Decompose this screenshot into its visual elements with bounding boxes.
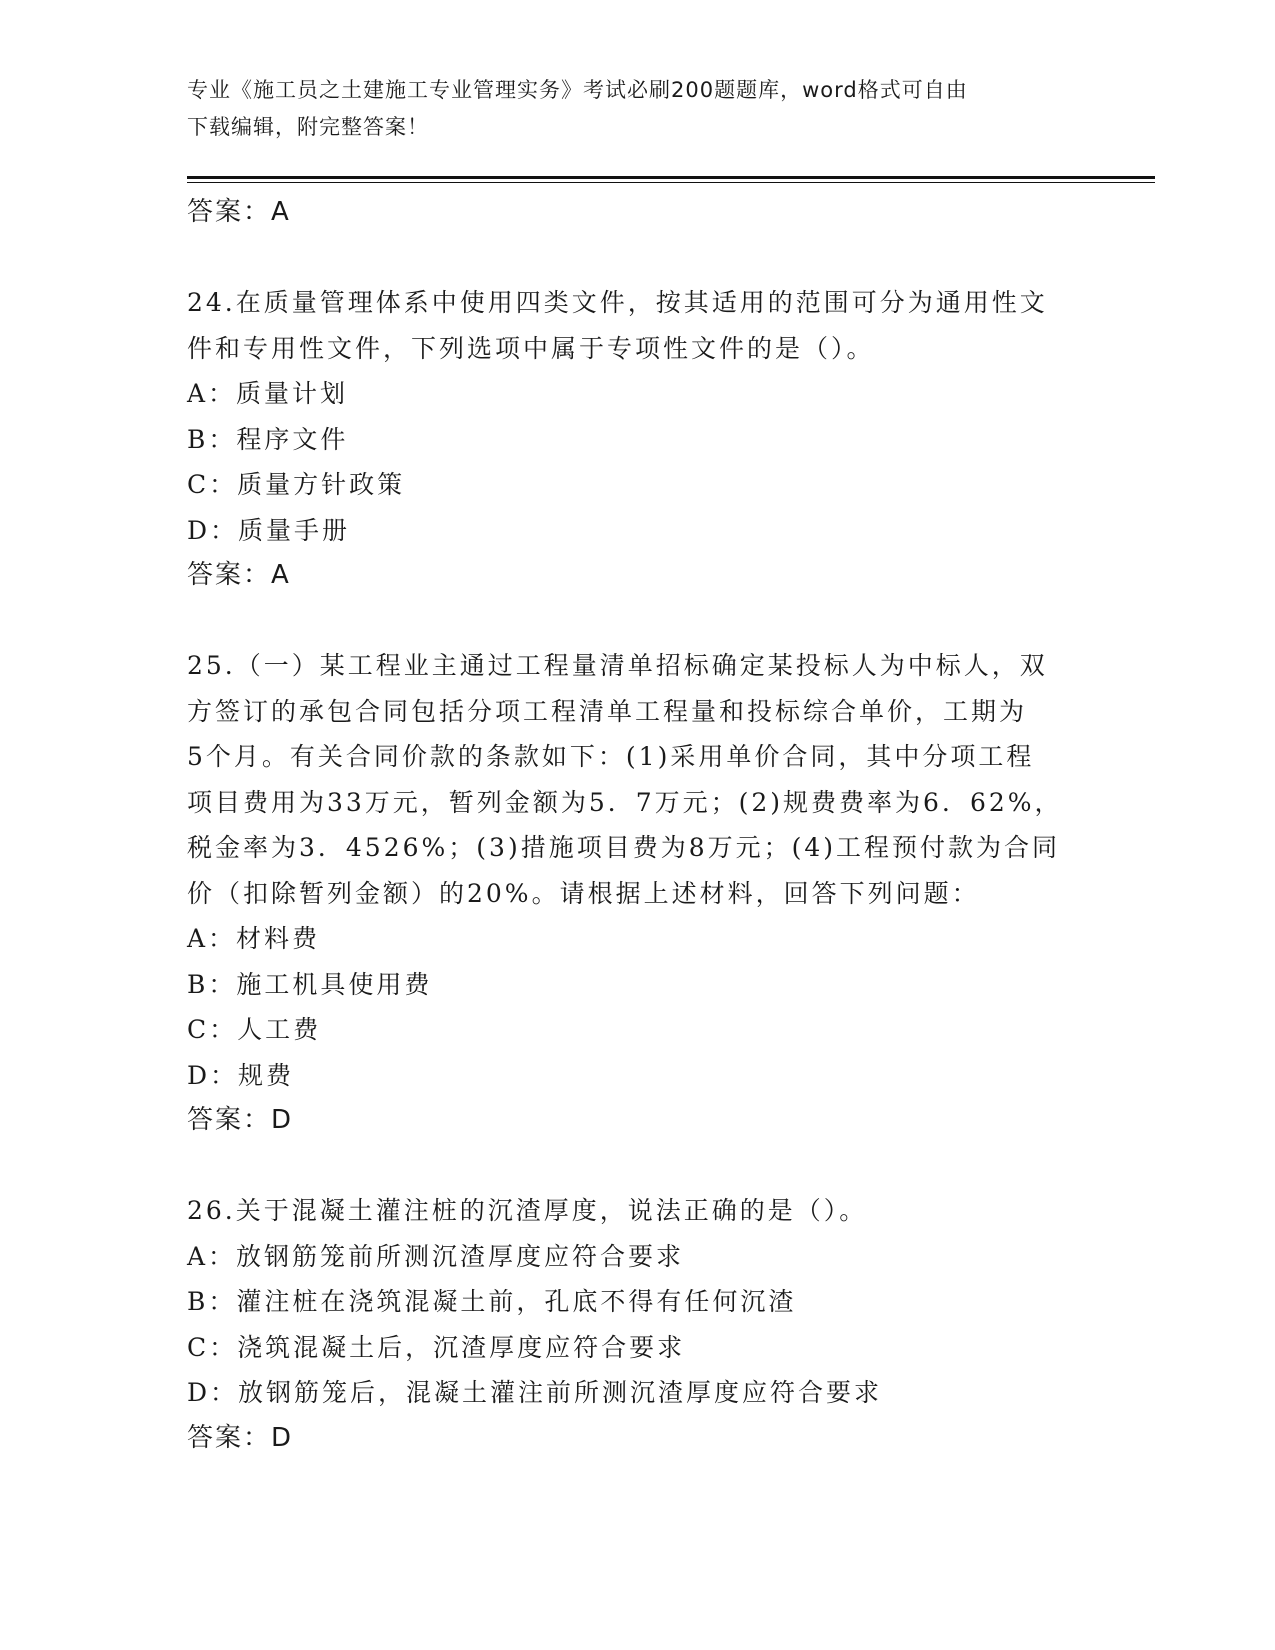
question-25-text-line-2: 方签订的承包合同包括分项工程清单工程量和投标综合单价，工期为 xyxy=(187,696,1028,726)
question-24-option-c: C：质量方针政策 xyxy=(187,470,406,499)
question-25-text-line-3: 5个月。有关合同价款的条款如下：(1)采用单价合同，其中分项工程 xyxy=(187,742,1035,771)
question-26-option-d: D：放钢筋笼后，混凝土灌注前所测沉渣厚度应符合要求 xyxy=(187,1378,883,1407)
question-26-text-line-1: 26.关于混凝土灌注桩的沉渣厚度，说法正确的是（）。 xyxy=(187,1196,868,1225)
spacer xyxy=(187,598,1087,643)
question-25 xyxy=(187,643,1087,1143)
question-26-answer: 答案：D xyxy=(187,1422,294,1453)
question-25-text-line-5: 税金率为3．4526%；(3)措施项目费为8万元；(4)工程预付款为合同 xyxy=(187,833,1061,862)
header-line-2: 下载编辑，附完整答案！ xyxy=(187,115,429,139)
question-25-text-line-1: 25.（一）某工程业主通过工程量清单招标确定某投标人为中标人，双 xyxy=(187,651,1048,680)
question-24-option-d: D：质量手册 xyxy=(187,515,351,545)
header-line-1: 专业《施工员之土建施工专业管理实务》考试必刷200题题库，word格式可自由 xyxy=(187,78,968,102)
question-26-option-b: B：灌注桩在浇筑混凝土前，孔底不得有任何沉渣 xyxy=(187,1287,797,1316)
question-25-text-line-6: 价（扣除暂列金额）的20%。请根据上述材料，回答下列问题： xyxy=(187,878,980,908)
question-25-option-a: A：材料费 xyxy=(187,924,321,953)
document-body xyxy=(187,190,1087,1461)
question-26 xyxy=(187,1188,1087,1461)
question-26-option-c: C：浇筑混凝土后，沉渣厚度应符合要求 xyxy=(187,1332,686,1362)
question-24 xyxy=(187,280,1087,598)
question-25-option-c: C：人工费 xyxy=(187,1015,322,1044)
question-25-text-line-4: 项目费用为33万元，暂列金额为5．7万元；(2)规费费率为6．62%， xyxy=(187,787,1063,817)
question-24-text-line-2: 件和专用性文件，下列选项中属于专项性文件的是（）。 xyxy=(187,333,875,363)
question-25-answer: 答案：D xyxy=(187,1105,294,1135)
answer-previous: 答案：A xyxy=(187,197,291,227)
spacer xyxy=(187,235,1087,280)
header-divider-thin xyxy=(187,182,1155,183)
header-divider-thick xyxy=(187,176,1155,179)
question-24-text-line-1: 24.在质量管理体系中使用四类文件，按其适用的范围可分为通用性文 xyxy=(187,288,1048,317)
page-header xyxy=(187,72,1087,146)
question-24-option-a: A：质量计划 xyxy=(187,379,349,408)
spacer xyxy=(187,1143,1087,1188)
question-25-option-d: D：规费 xyxy=(187,1060,295,1090)
question-26-option-a: A：放钢筋笼前所测沉渣厚度应符合要求 xyxy=(187,1241,685,1271)
question-24-option-b: B：程序文件 xyxy=(187,424,349,454)
question-24-answer: 答案：A xyxy=(187,560,291,590)
question-25-option-b: B：施工机具使用费 xyxy=(187,969,433,999)
